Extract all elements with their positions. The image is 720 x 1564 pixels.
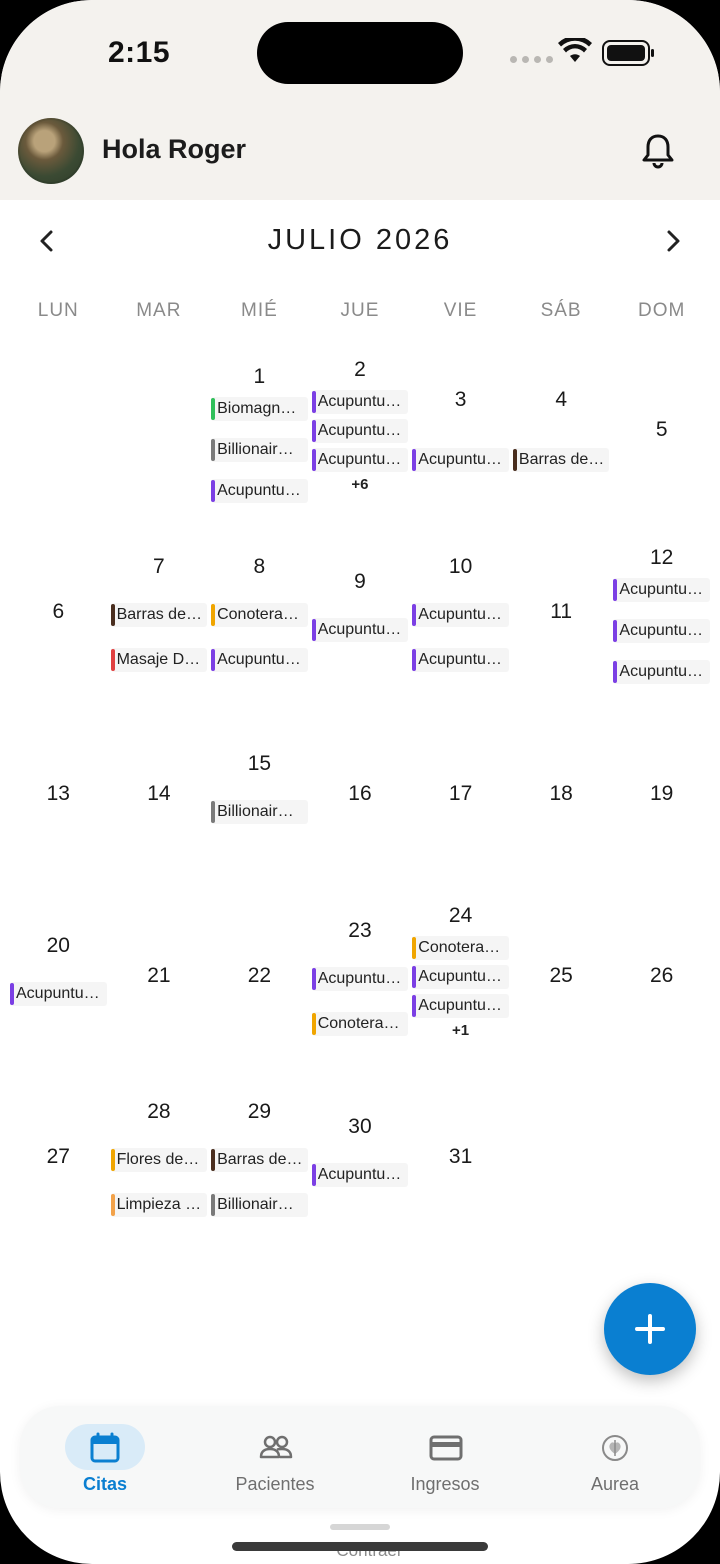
event-chip[interactable] bbox=[513, 448, 610, 472]
event-title: Acupuntu… bbox=[619, 663, 703, 680]
event-chip[interactable] bbox=[412, 965, 509, 989]
day-cell[interactable] bbox=[511, 385, 612, 472]
aurea-logo-icon bbox=[599, 1432, 631, 1464]
battery-icon bbox=[602, 40, 656, 66]
avatar[interactable] bbox=[18, 118, 84, 184]
day-number: 15 bbox=[247, 752, 272, 775]
day-cell[interactable] bbox=[611, 779, 712, 809]
event-chip[interactable] bbox=[312, 419, 409, 443]
event-color-bar bbox=[412, 937, 416, 959]
event-title: Conotera… bbox=[317, 1015, 400, 1032]
event-title: Conotera… bbox=[217, 606, 299, 623]
day-number: 17 bbox=[448, 782, 473, 805]
event-color-bar bbox=[412, 449, 416, 471]
weekday-label: MAR bbox=[136, 300, 182, 321]
day-cell[interactable] bbox=[611, 961, 712, 991]
event-color-bar bbox=[211, 480, 215, 502]
day-cell[interactable] bbox=[209, 749, 310, 824]
home-indicator bbox=[232, 1542, 488, 1551]
day-cell[interactable] bbox=[109, 961, 210, 991]
day-cell[interactable] bbox=[109, 1097, 210, 1217]
event-title: Limpieza … bbox=[116, 1196, 202, 1213]
event-title: Acupuntu… bbox=[317, 621, 402, 638]
event-title: Acupuntu… bbox=[418, 651, 502, 668]
weekday-label: DOM bbox=[637, 300, 686, 321]
status-time: 2:15 bbox=[108, 36, 171, 69]
event-chip[interactable] bbox=[111, 1148, 208, 1172]
weekday-label: SÁB bbox=[540, 300, 582, 321]
day-number: 12 bbox=[649, 546, 674, 569]
plus-icon bbox=[634, 1313, 666, 1345]
event-color-bar bbox=[312, 968, 316, 990]
day-number: 11 bbox=[550, 600, 573, 623]
day-number: 24 bbox=[448, 904, 473, 927]
event-title: Acupuntu… bbox=[317, 422, 402, 439]
event-color-bar bbox=[111, 1149, 115, 1171]
weekday-label: VIE bbox=[443, 300, 478, 321]
event-title: Flores de… bbox=[116, 1151, 200, 1168]
event-color-bar bbox=[312, 449, 316, 471]
day-number: 1 bbox=[253, 365, 266, 388]
event-title: Acupuntu… bbox=[317, 393, 402, 410]
event-chip[interactable] bbox=[211, 397, 308, 421]
day-number: 3 bbox=[454, 388, 467, 411]
day-cell[interactable] bbox=[611, 543, 712, 684]
event-title: Acupuntu… bbox=[16, 985, 100, 1002]
day-number: 20 bbox=[46, 934, 70, 957]
weekday-label: JUE bbox=[340, 300, 380, 321]
event-chip[interactable] bbox=[412, 448, 509, 472]
event-color-bar bbox=[211, 439, 215, 461]
day-number: 10 bbox=[448, 555, 473, 578]
tab-pacientes[interactable] bbox=[190, 1406, 360, 1508]
tab-label: Pacientes bbox=[235, 1474, 315, 1494]
day-number: 23 bbox=[348, 919, 372, 942]
day-number: 18 bbox=[549, 782, 573, 805]
event-color-bar bbox=[412, 649, 416, 671]
day-number: 25 bbox=[549, 964, 573, 987]
event-chip[interactable] bbox=[211, 1148, 308, 1172]
wifi-icon bbox=[558, 38, 592, 64]
event-chip[interactable] bbox=[211, 438, 308, 462]
event-chip[interactable] bbox=[312, 448, 409, 472]
event-chip[interactable] bbox=[412, 994, 509, 1018]
more-events-badge[interactable]: +1 bbox=[452, 1022, 470, 1039]
event-color-bar bbox=[111, 649, 115, 671]
day-number: 26 bbox=[649, 964, 674, 987]
day-cell[interactable] bbox=[310, 916, 411, 1036]
event-title: Acupuntu… bbox=[619, 581, 703, 598]
day-cell[interactable] bbox=[310, 1112, 411, 1187]
day-cell[interactable] bbox=[8, 1142, 109, 1172]
credit-card-icon bbox=[429, 1432, 463, 1464]
day-cell[interactable] bbox=[611, 415, 712, 445]
event-color-bar bbox=[211, 1194, 215, 1216]
month-navigation bbox=[0, 218, 720, 266]
day-number: 21 bbox=[147, 964, 171, 987]
day-cell[interactable] bbox=[310, 567, 411, 642]
event-title: Biomagn… bbox=[217, 400, 297, 417]
event-title: Acupuntu… bbox=[418, 451, 502, 468]
event-color-bar bbox=[312, 1164, 316, 1186]
day-cell[interactable] bbox=[511, 597, 612, 627]
day-cell[interactable] bbox=[511, 961, 612, 991]
event-title: Acupuntu… bbox=[418, 606, 502, 623]
day-cell[interactable] bbox=[209, 362, 310, 503]
event-title: Acupuntu… bbox=[317, 1166, 402, 1183]
day-number: 22 bbox=[247, 964, 272, 987]
month-title: JULIO 2026 bbox=[267, 224, 453, 256]
more-events-badge[interactable]: +6 bbox=[351, 476, 369, 493]
event-color-bar bbox=[111, 604, 115, 626]
day-cell[interactable] bbox=[410, 1142, 511, 1172]
day-number: 30 bbox=[348, 1115, 372, 1138]
event-color-bar bbox=[211, 398, 215, 420]
tab-icon-wrap bbox=[405, 1424, 485, 1470]
event-chip[interactable] bbox=[412, 603, 509, 627]
tab-aurea[interactable] bbox=[530, 1406, 700, 1508]
tab-icon-wrap bbox=[575, 1424, 655, 1470]
day-number: 16 bbox=[348, 782, 372, 805]
day-number: 8 bbox=[253, 555, 266, 578]
event-title: Acupuntu… bbox=[317, 970, 402, 987]
day-cell[interactable] bbox=[8, 931, 109, 1006]
event-title: Acupuntu… bbox=[418, 968, 502, 985]
day-cell[interactable] bbox=[109, 552, 210, 672]
day-cell[interactable] bbox=[209, 552, 310, 672]
day-cell[interactable] bbox=[209, 961, 310, 991]
event-color-bar bbox=[211, 1149, 215, 1171]
event-chip[interactable] bbox=[312, 618, 409, 642]
day-cell[interactable] bbox=[109, 779, 210, 809]
day-number: 28 bbox=[147, 1100, 171, 1123]
event-chip[interactable] bbox=[10, 982, 107, 1006]
day-number: 14 bbox=[147, 782, 171, 805]
event-color-bar bbox=[312, 420, 316, 442]
event-color-bar bbox=[613, 620, 617, 642]
chevron-right-icon[interactable] bbox=[658, 224, 688, 258]
day-cell[interactable] bbox=[209, 1097, 310, 1217]
event-color-bar bbox=[312, 391, 316, 413]
event-title: Acupuntu… bbox=[317, 451, 402, 468]
day-number: 2 bbox=[354, 358, 366, 381]
day-number: 4 bbox=[555, 388, 568, 411]
event-title: Billionair… bbox=[217, 803, 294, 820]
event-color-bar bbox=[613, 579, 617, 601]
event-color-bar bbox=[312, 1013, 316, 1035]
signal-icon bbox=[510, 56, 553, 63]
event-chip[interactable] bbox=[211, 800, 308, 824]
day-cell[interactable] bbox=[410, 552, 511, 672]
day-number: 9 bbox=[354, 570, 366, 593]
event-color-bar bbox=[513, 449, 517, 471]
tab-label: Citas bbox=[82, 1474, 127, 1494]
tab-citas[interactable] bbox=[20, 1406, 190, 1508]
day-number: 7 bbox=[153, 555, 165, 578]
event-color-bar bbox=[412, 604, 416, 626]
event-chip[interactable] bbox=[613, 619, 710, 643]
day-cell[interactable] bbox=[410, 385, 511, 472]
calendar-icon bbox=[89, 1432, 121, 1464]
event-chip[interactable] bbox=[111, 648, 208, 672]
event-chip[interactable] bbox=[211, 479, 308, 503]
event-chip[interactable] bbox=[312, 967, 409, 991]
event-title: Barras de… bbox=[116, 606, 202, 623]
day-cell[interactable] bbox=[410, 779, 511, 809]
day-cell[interactable] bbox=[511, 779, 612, 809]
greeting-title: Hola Roger bbox=[102, 134, 247, 164]
event-color-bar bbox=[412, 966, 416, 988]
event-color-bar bbox=[211, 649, 215, 671]
event-color-bar bbox=[312, 619, 316, 641]
event-title: Acupuntu… bbox=[418, 997, 502, 1014]
event-chip[interactable] bbox=[613, 578, 710, 602]
event-title: Billionair… bbox=[217, 441, 294, 458]
event-color-bar bbox=[211, 801, 215, 823]
day-cell[interactable] bbox=[310, 355, 411, 493]
notifications-bell-icon[interactable] bbox=[640, 132, 676, 170]
event-title: Masaje D… bbox=[116, 651, 201, 668]
sheet-drag-handle[interactable] bbox=[330, 1524, 390, 1530]
weekday-label: LUN bbox=[37, 300, 79, 321]
tab-icon-wrap bbox=[235, 1424, 315, 1470]
event-title: Barras de… bbox=[518, 451, 605, 468]
event-chip[interactable] bbox=[211, 648, 308, 672]
event-chip[interactable] bbox=[211, 603, 308, 627]
event-title: Acupuntu… bbox=[217, 651, 301, 668]
event-color-bar bbox=[10, 983, 14, 1005]
day-number: 5 bbox=[655, 418, 668, 441]
event-title: Acupuntu… bbox=[217, 482, 301, 499]
day-number: 27 bbox=[46, 1145, 70, 1168]
bottom-tab-bar bbox=[20, 1406, 700, 1508]
event-chip[interactable] bbox=[211, 1193, 308, 1217]
event-title: Barras de… bbox=[217, 1151, 303, 1168]
event-color-bar bbox=[111, 1194, 115, 1216]
day-number: 13 bbox=[46, 782, 70, 805]
day-number: 6 bbox=[52, 600, 65, 623]
event-color-bar bbox=[613, 661, 617, 683]
tab-label: Aurea bbox=[590, 1474, 640, 1494]
event-chip[interactable] bbox=[111, 603, 208, 627]
tab-label: Ingresos bbox=[410, 1474, 480, 1494]
day-number: 31 bbox=[448, 1145, 473, 1168]
event-chip[interactable] bbox=[312, 390, 409, 414]
event-chip[interactable] bbox=[111, 1193, 208, 1217]
event-title: Acupuntu… bbox=[619, 622, 703, 639]
day-cell[interactable] bbox=[8, 779, 109, 809]
people-icon bbox=[259, 1432, 293, 1464]
day-number: 19 bbox=[649, 782, 674, 805]
add-appointment-button[interactable] bbox=[604, 1283, 696, 1375]
event-color-bar bbox=[412, 995, 416, 1017]
tab-ingresos[interactable] bbox=[360, 1406, 530, 1508]
event-chip[interactable] bbox=[412, 648, 509, 672]
event-chip[interactable] bbox=[312, 1163, 409, 1187]
event-chip[interactable] bbox=[412, 936, 509, 960]
day-cell[interactable] bbox=[410, 901, 511, 1039]
day-cell[interactable] bbox=[8, 597, 109, 627]
event-title: Conotera… bbox=[418, 939, 501, 956]
event-chip[interactable] bbox=[613, 660, 710, 684]
event-color-bar bbox=[211, 604, 215, 626]
tab-icon-wrap bbox=[65, 1424, 145, 1470]
day-number: 29 bbox=[247, 1100, 272, 1123]
event-chip[interactable] bbox=[312, 1012, 409, 1036]
dynamic-island bbox=[257, 22, 463, 84]
day-cell[interactable] bbox=[310, 779, 411, 809]
weekday-header bbox=[8, 300, 712, 322]
event-title: Billionair… bbox=[217, 1196, 294, 1213]
weekday-label: MIÉ bbox=[241, 300, 278, 321]
